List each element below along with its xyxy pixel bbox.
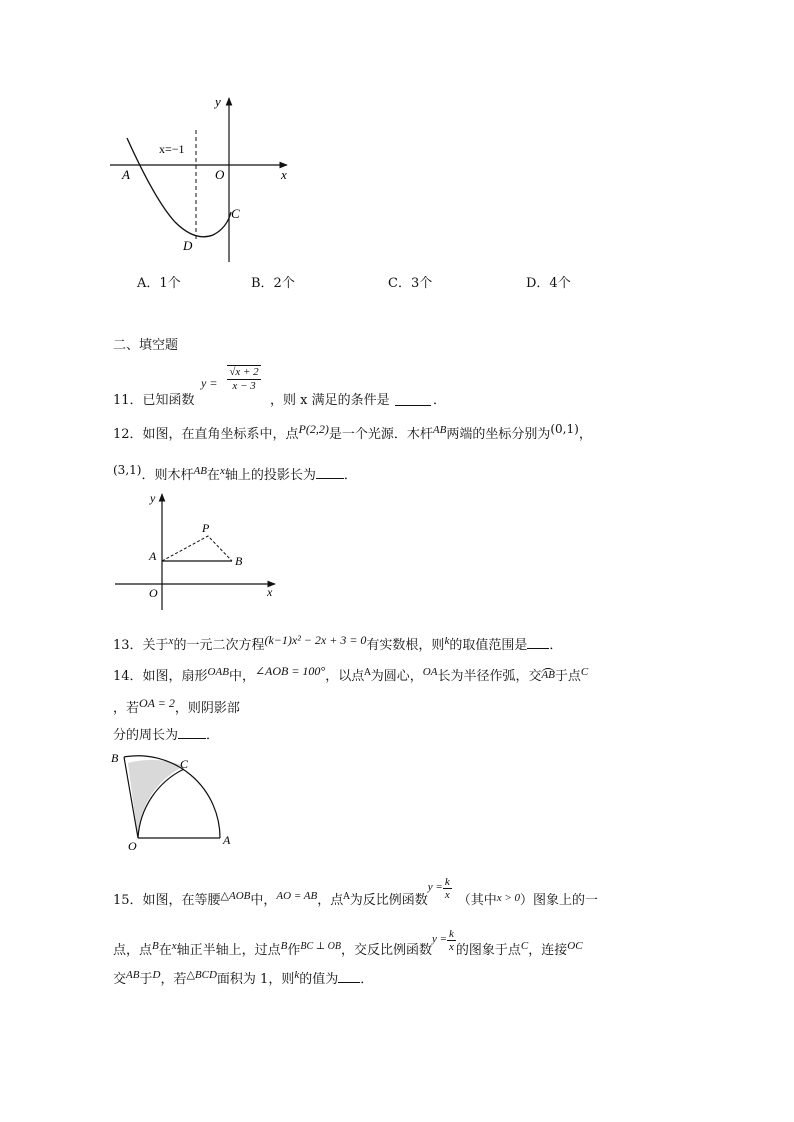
q14-mid4: 长为半径作弧，交	[437, 669, 542, 684]
q15-y-2: y =	[431, 933, 448, 945]
q15-k: k	[294, 969, 300, 981]
q14-blank	[178, 726, 206, 739]
q14-mid3: 为圆心，	[370, 669, 423, 684]
q15-prefix: 15．如图，在等腰	[113, 893, 221, 908]
q14-line2a: ，若	[113, 701, 140, 716]
q14-mid5: 于点	[554, 669, 581, 684]
q14-mid1: 中，	[228, 669, 255, 684]
q13-equation: (k−1)x² − 2x + 3 = 0	[264, 633, 367, 647]
q15-bcd: △BCD	[186, 969, 217, 981]
y-label-2: y	[150, 491, 156, 505]
q15-fraction-2	[447, 928, 456, 953]
q15-frac2-k: k	[449, 928, 454, 940]
dashed-pa-pb	[162, 536, 232, 561]
q15-l3-prefix: 交	[113, 972, 127, 987]
q12-ab-2: AB	[193, 465, 207, 477]
q15-mid4: （其中	[457, 893, 497, 908]
q15-l2-mid4: ，交反比例函数	[340, 943, 432, 958]
question-15-line1	[113, 876, 599, 913]
q15-c: C	[520, 940, 529, 952]
point-b-label-2: B	[235, 554, 243, 568]
q12-line2-mid2: 在	[206, 468, 220, 483]
point-d-label: D	[183, 238, 193, 253]
q15-frac-x: x	[444, 889, 450, 901]
question-15-line2	[113, 928, 583, 963]
x-label-2: x	[267, 585, 273, 599]
question-12-line2: (3,1)．则木杆$^{AB}$在$^x$轴上的投影长为 ．	[113, 463, 357, 483]
question-14-line2	[113, 696, 240, 717]
sector-figure	[108, 748, 238, 853]
sector-a-label: A	[223, 833, 231, 847]
q15-fraction	[443, 876, 452, 901]
q15-a: A	[343, 892, 350, 902]
q11-numerator: √x + 2	[229, 366, 259, 378]
sector-b-label: B	[111, 751, 119, 765]
q15-frac2-x: x	[449, 941, 454, 953]
question-15-line3: 交$^{AB}$于$^D$，若$^{\triangle BCD}$面积为 1，则$^k$的值为 ．	[113, 969, 374, 987]
q15-l2-mid3: 作	[287, 943, 301, 958]
q15-mid: 中，	[250, 893, 277, 908]
q15-cond: x > 0	[496, 892, 521, 904]
q15-frac-k: k	[444, 876, 450, 888]
q11-denominator: x − 3	[232, 380, 256, 392]
q14-mid2: ，以点	[325, 669, 365, 684]
q11-blank	[395, 393, 431, 406]
q15-b: B	[152, 940, 159, 952]
q15-l3-suffix: 的值为	[299, 972, 339, 987]
option-c: C．3个	[388, 276, 433, 291]
y-label: y	[215, 94, 221, 109]
q15-mid2: ，点	[317, 893, 344, 908]
q12-coord1: (0,1)	[550, 422, 579, 436]
q15-l3-mid: 于	[139, 972, 153, 987]
q15-d: D	[152, 969, 161, 981]
q15-l2-mid2: 轴正半轴上，过点	[176, 943, 281, 958]
sector-o-label: O	[128, 839, 137, 853]
option-b: B．2个	[251, 276, 295, 291]
q15-ab: AB	[126, 969, 140, 981]
option-a: A．1个	[137, 276, 181, 291]
q13-mid: 的一元二次方程	[173, 638, 265, 653]
q13-suffix: 的取值范围是	[449, 638, 528, 653]
question-12-line1	[113, 422, 592, 443]
q11-y: y =	[201, 376, 218, 390]
q14-angle: ∠AOB = 100°	[254, 664, 326, 678]
q12-prefix: 12．如图，在直角坐标系中，点	[113, 427, 299, 442]
q12-x: x	[219, 465, 225, 477]
q12-mid: 是一个光源．木杆	[328, 427, 433, 442]
q13-k: k	[444, 635, 450, 647]
q13-x: x	[168, 635, 174, 647]
point-c-label: C	[231, 206, 240, 221]
q14-oa: OA	[422, 666, 438, 678]
sector-c-label: C	[180, 757, 189, 771]
q14-prefix: 14．如图，扇形	[113, 669, 208, 684]
option-d: D．4个	[526, 276, 571, 291]
light-figure	[110, 488, 280, 613]
question-14-line3: 分的周长为 ．	[113, 728, 220, 743]
q12-mid2: 两端的坐标分别为	[446, 427, 551, 442]
q15-perp: BC ⊥ OB	[300, 941, 341, 952]
q14-line2b: ，则阴影部	[174, 701, 240, 716]
q13-prefix: 13．关于	[113, 638, 169, 653]
line-label: x=−1	[159, 142, 185, 156]
q12-ab: AB	[432, 424, 447, 436]
q15-l2-mid5: 的图象于点	[455, 943, 521, 958]
origin-label-2: O	[149, 586, 158, 600]
q15-eq: AO = AB	[276, 890, 318, 902]
q11-fraction	[223, 365, 265, 393]
q13-mid2: 有实数根，则	[366, 638, 445, 653]
q14-line3: 分的周长为	[113, 728, 179, 743]
q15-y: y =	[427, 881, 443, 893]
q14-c: C	[580, 666, 589, 678]
q12-coord2: (3,1)	[113, 463, 142, 477]
q15-blank	[338, 970, 360, 983]
q15-l2-mid: 在	[158, 943, 172, 958]
q14-oa2: OA = 2	[139, 696, 175, 710]
origin-label: O	[215, 167, 225, 182]
q15-oc: OC	[567, 940, 583, 952]
q11-suffix: ，则 x 满足的条件是	[270, 393, 390, 408]
q15-triangle: △AOB	[220, 890, 251, 902]
q14-oab: OAB	[207, 666, 229, 678]
point-p-label-2: P	[202, 521, 210, 535]
q14-a: A	[364, 668, 371, 678]
parabola-figure	[105, 90, 305, 270]
q12-point-p: P(2,2)	[298, 422, 329, 436]
q15-b-2: B	[280, 940, 288, 952]
q12-line2-mid: ．则木杆	[141, 468, 194, 483]
x-label: x	[281, 167, 287, 182]
q15-l3-mid2: ，若	[160, 972, 187, 987]
q15-l2-suffix: ，连接	[528, 943, 568, 958]
q15-l3-mid3: 面积为 1，则	[216, 972, 295, 987]
question-14-line1	[113, 664, 589, 686]
q13-blank	[527, 636, 549, 649]
section-title: 二、填空题	[113, 338, 179, 353]
question-13: 13．关于$^x$的一元二次方程(k−1)x² − 2x + 3 = 0有实数根，则$^k$的取值范围是 ．	[113, 633, 563, 653]
q12-suffix: 轴上的投影长为	[224, 468, 316, 483]
point-a-label: A	[122, 167, 130, 182]
q15-l2-x: x	[171, 940, 177, 952]
q12-blank	[316, 466, 344, 479]
q11-prefix: 11．已知函数	[113, 393, 195, 408]
q12-comma: ，	[578, 427, 592, 442]
q14-arc: AB	[541, 669, 555, 681]
q15-suffix: ）图象上的一	[520, 893, 599, 908]
q15-l2-prefix: 点，点	[113, 943, 153, 958]
point-a-label-2: A	[149, 549, 157, 563]
q15-mid3: 为反比例函数	[349, 893, 428, 908]
